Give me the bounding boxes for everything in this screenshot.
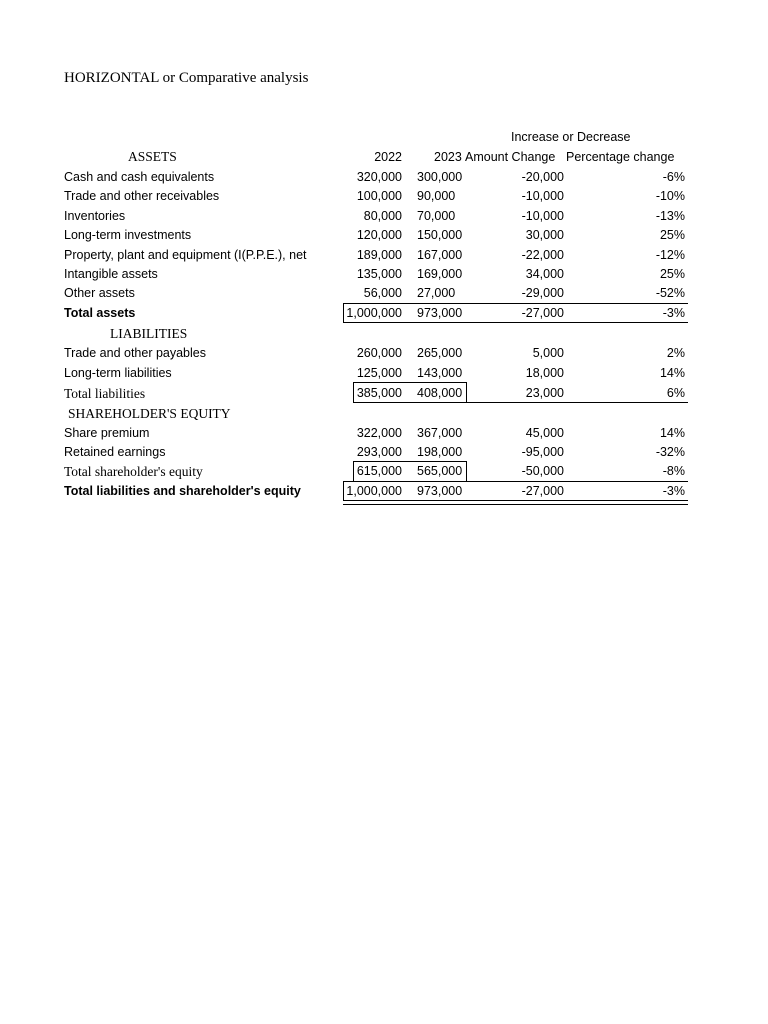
total-liabilities-bottom-rule xyxy=(353,402,688,403)
value-2022: 615,000 xyxy=(356,464,402,478)
value-2023: 27,000 xyxy=(417,286,456,300)
value-2022: 293,000 xyxy=(356,445,402,459)
amount-change: 5,000 xyxy=(532,346,564,360)
row-label: Trade and other payables xyxy=(64,346,206,360)
row-label: Intangible assets xyxy=(64,267,158,281)
value-2023: 150,000 xyxy=(417,228,463,242)
percentage-change: 25% xyxy=(659,228,685,242)
table-row xyxy=(0,344,768,363)
row-label: Total liabilities and shareholder's equity xyxy=(64,484,301,498)
amount-change: 30,000 xyxy=(525,228,564,242)
table-row xyxy=(0,284,768,303)
value-2023: 167,000 xyxy=(417,248,463,262)
increase-or-decrease-header: Increase or Decrease xyxy=(511,130,631,144)
percentage-change: -8% xyxy=(662,464,685,478)
value-2023: 198,000 xyxy=(417,445,463,459)
header-2022: 2022 xyxy=(374,150,402,164)
table-row xyxy=(0,443,768,462)
row-label: Total liabilities xyxy=(64,386,146,401)
value-2022: 385,000 xyxy=(356,386,402,400)
value-2022: 56,000 xyxy=(363,286,402,300)
value-2022: 1,000,000 xyxy=(346,306,402,320)
value-2022: 80,000 xyxy=(363,209,402,223)
amount-change: -27,000 xyxy=(521,484,564,498)
value-2023: 973,000 xyxy=(417,484,463,498)
row-label: Inventories xyxy=(64,209,126,223)
row-label: Cash and cash equivalents xyxy=(64,170,215,184)
percentage-change: -52% xyxy=(655,286,685,300)
table-row xyxy=(0,424,768,443)
liabilities-heading: LIABILITIES xyxy=(110,326,188,341)
percentage-change: -13% xyxy=(655,209,685,223)
row-label: Total assets xyxy=(64,306,136,320)
table-row xyxy=(0,187,768,206)
amount-change: -27,000 xyxy=(521,306,564,320)
value-2022: 260,000 xyxy=(356,346,402,360)
row-label: Trade and other receivables xyxy=(64,189,220,203)
total-assets-row xyxy=(0,304,768,323)
row-label: Other assets xyxy=(64,286,135,300)
value-2023: 70,000 xyxy=(417,209,456,223)
value-2023: 367,000 xyxy=(417,426,463,440)
percentage-change: -3% xyxy=(662,484,685,498)
row-label: Long-term liabilities xyxy=(64,366,172,380)
value-2022: 320,000 xyxy=(356,170,402,184)
amount-change: -50,000 xyxy=(521,464,564,478)
header-2023: 2023 xyxy=(434,150,462,164)
percentage-change: -10% xyxy=(655,189,685,203)
percentage-change: 6% xyxy=(666,386,685,400)
table-row xyxy=(0,265,768,284)
row-label: Long-term investments xyxy=(64,228,192,242)
header-percentage-change: Percentage change xyxy=(566,150,675,164)
percentage-change: -12% xyxy=(655,248,685,262)
amount-change: 18,000 xyxy=(525,366,564,380)
value-2023: 143,000 xyxy=(417,366,463,380)
percentage-change: 14% xyxy=(659,426,685,440)
total-equity-row xyxy=(0,462,768,481)
percentage-change: 2% xyxy=(666,346,685,360)
percentage-change: -6% xyxy=(662,170,685,184)
column-header-row xyxy=(0,148,768,167)
value-2023: 90,000 xyxy=(417,189,456,203)
equity-heading: SHAREHOLDER'S EQUITY xyxy=(68,406,231,421)
value-2023: 565,000 xyxy=(417,464,463,478)
total-liabilities-row xyxy=(0,384,768,403)
grand-total-row xyxy=(0,482,768,501)
value-2022: 120,000 xyxy=(356,228,402,242)
value-2023: 973,000 xyxy=(417,306,463,320)
amount-change: -10,000 xyxy=(521,209,564,223)
row-label: Retained earnings xyxy=(64,445,166,459)
header-amount-change: Amount Change xyxy=(465,150,556,164)
table-row xyxy=(0,207,768,226)
total-assets-bottom-rule xyxy=(343,322,688,323)
value-2023: 408,000 xyxy=(417,386,463,400)
value-2022: 322,000 xyxy=(356,426,402,440)
value-2022: 100,000 xyxy=(356,189,402,203)
value-2023: 300,000 xyxy=(417,170,463,184)
percentage-change: 25% xyxy=(659,267,685,281)
table-row xyxy=(0,246,768,265)
table-row xyxy=(0,168,768,187)
assets-heading: ASSETS xyxy=(128,149,177,164)
amount-change: -10,000 xyxy=(521,189,564,203)
table-row xyxy=(0,226,768,245)
row-label: Property, plant and equipment (I(P.P.E.), net xyxy=(64,248,307,262)
total-liabilities-top-rule xyxy=(353,382,466,383)
percentage-change: 14% xyxy=(659,366,685,380)
grand-total-double-rule xyxy=(343,500,688,505)
value-2022: 125,000 xyxy=(356,366,402,380)
amount-change: -22,000 xyxy=(521,248,564,262)
amount-change: 45,000 xyxy=(525,426,564,440)
amount-change: 23,000 xyxy=(525,386,564,400)
percentage-change: -3% xyxy=(662,306,685,320)
row-label: Share premium xyxy=(64,426,150,440)
value-2022: 135,000 xyxy=(356,267,402,281)
page-title: HORIZONTAL or Comparative analysis xyxy=(64,70,309,86)
amount-change: -20,000 xyxy=(521,170,564,184)
percentage-change: -32% xyxy=(655,445,685,459)
value-2022: 189,000 xyxy=(356,248,402,262)
amount-change: 34,000 xyxy=(525,267,564,281)
value-2022: 1,000,000 xyxy=(346,484,402,498)
value-2023: 265,000 xyxy=(417,346,463,360)
table-row xyxy=(0,364,768,383)
amount-change: -29,000 xyxy=(521,286,564,300)
amount-change: -95,000 xyxy=(521,445,564,459)
row-label: Total shareholder's equity xyxy=(64,464,203,479)
value-2023: 169,000 xyxy=(417,267,463,281)
